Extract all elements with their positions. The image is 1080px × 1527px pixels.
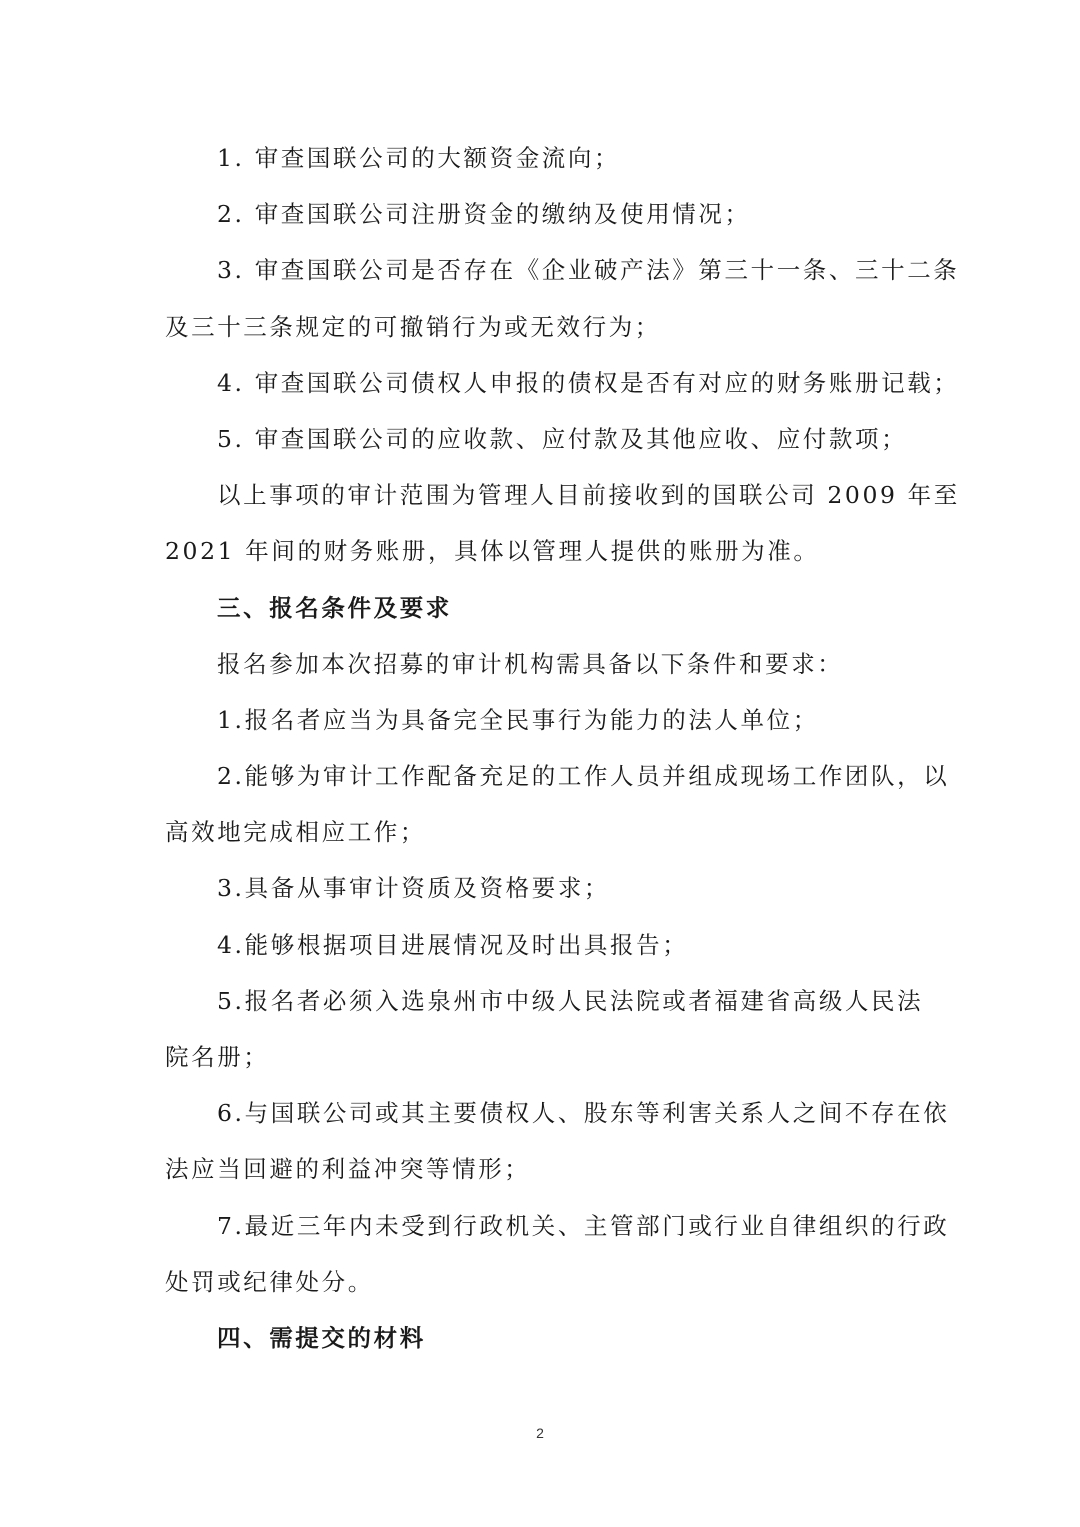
text-line: 3.具备从事审计资质及资格要求； — [217, 874, 611, 903]
text-line: 5. 审查国联公司的应收款、应付款及其他应收、应付款项； — [217, 424, 908, 453]
text-line: 以上事项的审计范围为管理人目前接收到的国联公司 2009 年至 — [217, 481, 960, 510]
text-line: 报名参加本次招募的审计机构需具备以下条件和要求： — [217, 649, 844, 678]
section-heading: 三、报名条件及要求 — [217, 593, 452, 622]
text-line: 处罚或纪律处分。 — [165, 1267, 374, 1296]
text-line: 6.与国联公司或其主要债权人、股东等利害关系人之间不存在依 — [217, 1099, 950, 1128]
text-line: 高效地完成相应工作； — [165, 818, 426, 847]
text-line: 5.报名者必须入选泉州市中级人民法院或者福建省高级人民法 — [217, 986, 924, 1015]
text-line: 4. 审查国联公司债权人申报的债权是否有对应的财务账册记载； — [217, 368, 960, 397]
text-line: 7.最近三年内未受到行政机关、主管部门或行业自律组织的行政 — [217, 1211, 950, 1240]
text-line: 4.能够根据项目进展情况及时出具报告； — [217, 930, 689, 959]
text-line: 2.能够为审计工作配备充足的工作人员并组成现场工作团队，以 — [217, 762, 950, 791]
text-line: 院名册； — [165, 1043, 270, 1071]
text-line: 2021 年间的财务账册，具体以管理人提供的账册为准。 — [165, 537, 820, 566]
document-body — [165, 130, 960, 1366]
text-line: 1. 审查国联公司的大额资金流向； — [217, 144, 621, 172]
text-line: 法应当回避的利益冲突等情形； — [165, 1155, 531, 1184]
text-line: 2. 审查国联公司注册资金的缴纳及使用情况； — [217, 200, 751, 229]
text-line: 及三十三条规定的可撤销行为或无效行为； — [165, 312, 661, 341]
text-line: 1.报名者应当为具备完全民事行为能力的法人单位； — [217, 705, 819, 734]
text-line: 3. 审查国联公司是否存在《企业破产法》第三十一条、三十二条 — [217, 256, 960, 285]
section-heading: 四、需提交的材料 — [217, 1323, 426, 1352]
page-number: 2 — [536, 1425, 544, 1441]
